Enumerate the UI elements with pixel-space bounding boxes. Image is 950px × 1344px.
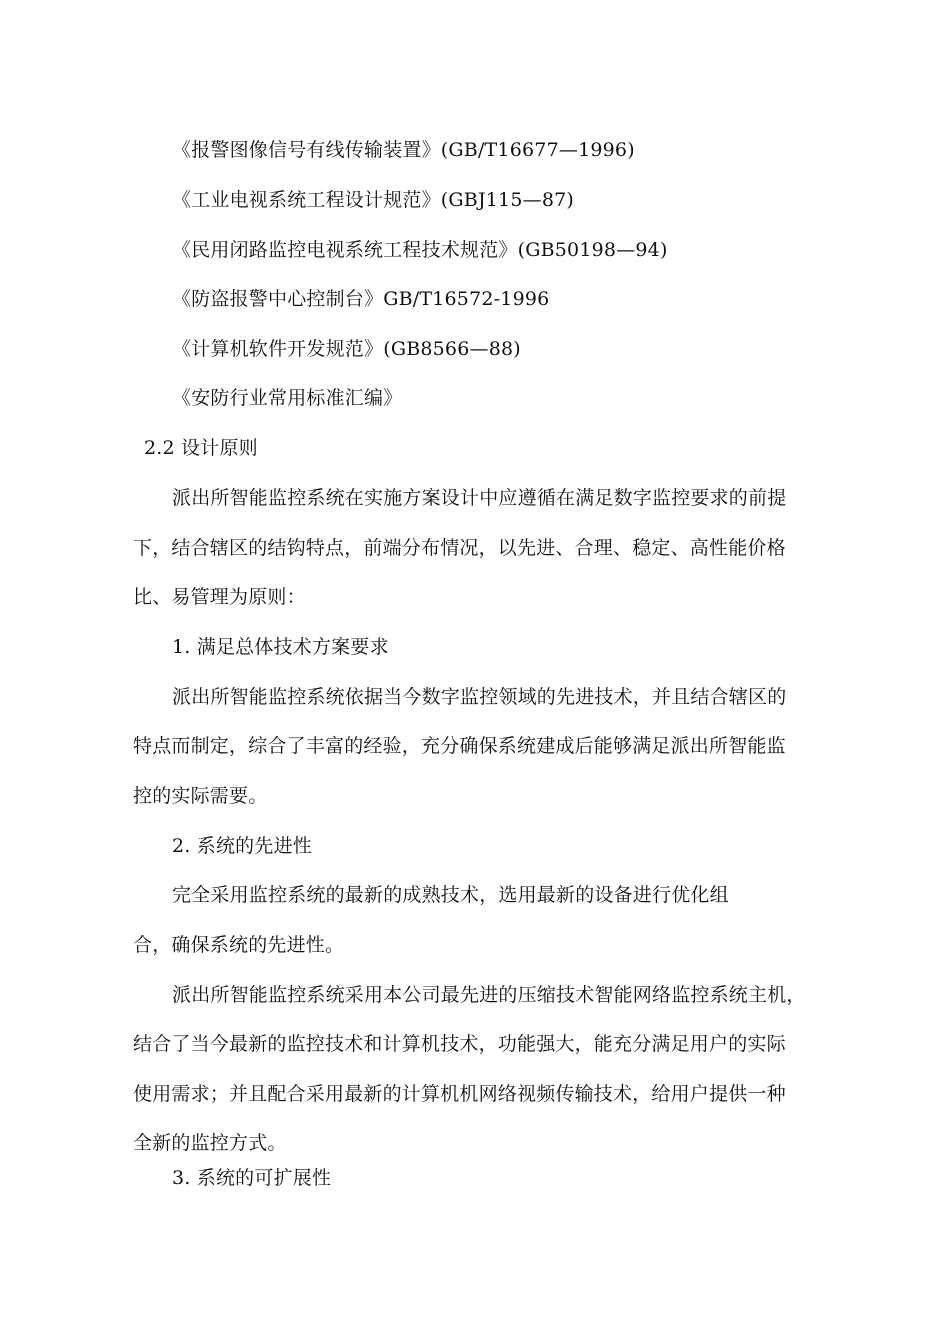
item-heading: 3. 系统的可扩展性 — [172, 1167, 332, 1189]
standard-item: 《民用闭路监控电视系统工程技术规范》(GB50198—94) — [172, 239, 668, 261]
paragraph-line: 下，结合辖区的结钩特点，前端分布情况，以先进、合理、稳定、高性能价格 — [133, 537, 786, 559]
paragraph-line: 派出所智能监控系统采用本公司最先进的压缩技术智能网络监控系统主机， — [172, 984, 806, 1006]
paragraph-line: 比、易管理为原则： — [133, 586, 306, 608]
item-heading: 2. 系统的先进性 — [172, 835, 312, 857]
standard-item: 《报警图像信号有线传输装置》(GB/T16677—1996) — [172, 139, 635, 161]
section-heading: 2.2 设计原则 — [144, 437, 258, 459]
paragraph-line: 特点而制定，综合了丰富的经验，充分确保系统建成后能够满足派出所智能监 — [133, 735, 786, 757]
paragraph-line: 派出所智能监控系统依据当今数字监控领域的先进技术，并且结合辖区的 — [172, 686, 787, 708]
paragraph-line: 派出所智能监控系统在实施方案设计中应遵循在满足数字监控要求的前提 — [172, 487, 787, 509]
standard-item: 《防盗报警中心控制台》GB/T16572-1996 — [172, 288, 550, 310]
item-heading: 1. 满足总体技术方案要求 — [172, 636, 389, 658]
paragraph-line: 控的实际需要。 — [133, 785, 268, 807]
paragraph-line: 使用需求；并且配合采用最新的计算机机网络视频传输技术，给用户提供一种 — [133, 1083, 786, 1105]
paragraph-line: 合，确保系统的先进性。 — [133, 934, 345, 956]
standard-item: 《安防行业常用标准汇编》 — [172, 387, 403, 409]
standard-item: 《工业电视系统工程设计规范》(GBJ115—87) — [172, 189, 575, 211]
paragraph-line: 全新的监控方式。 — [133, 1132, 287, 1154]
paragraph-line: 结合了当今最新的监控技术和计算机技术，功能强大，能充分满足用户的实际 — [133, 1033, 786, 1055]
paragraph-line: 完全采用监控系统的最新的成熟技术，选用最新的设备进行优化组 — [172, 884, 729, 906]
standard-item: 《计算机软件开发规范》(GB8566—88) — [172, 338, 521, 360]
